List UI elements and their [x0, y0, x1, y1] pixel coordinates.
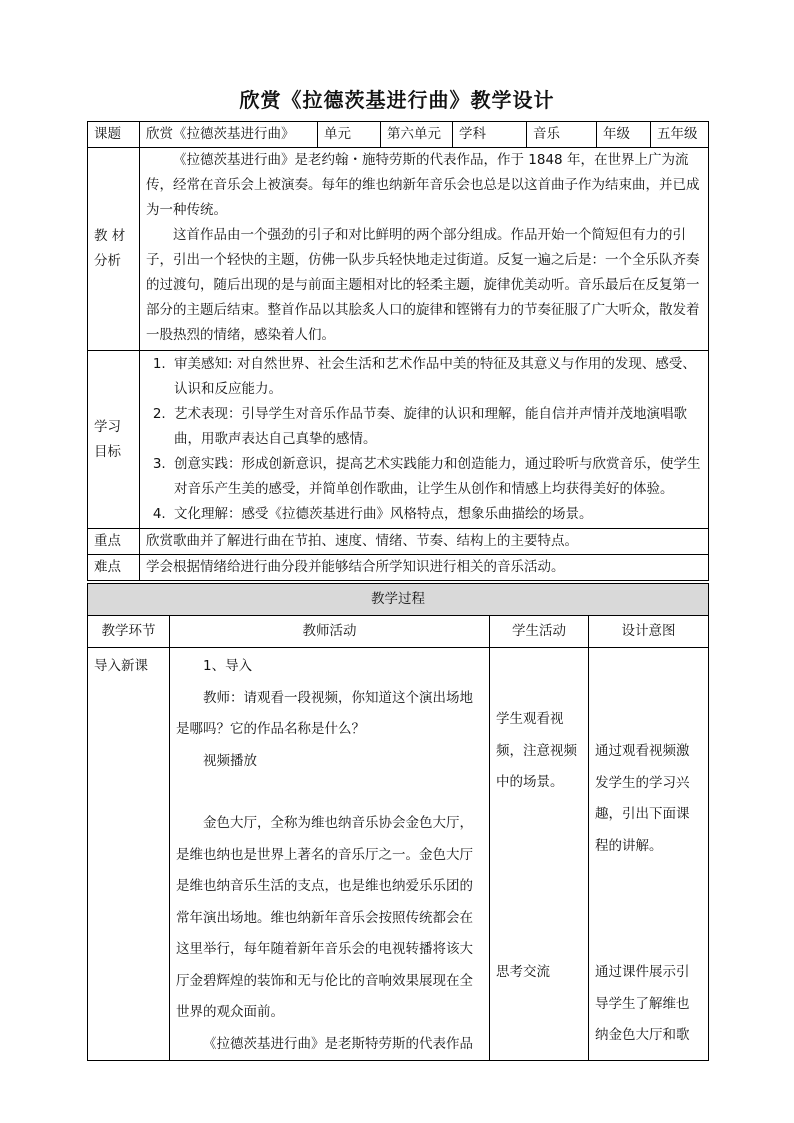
- lesson-info-table: [87, 121, 709, 581]
- teaching-process-table: [87, 583, 709, 1061]
- design-intent: [589, 648, 709, 1061]
- unit-value: 第六单元: [381, 122, 453, 148]
- analysis-label: 教 材 分析: [88, 148, 140, 351]
- goals-content: [140, 351, 709, 529]
- teacher-paragraph: 《拉德茨基进行曲》是老斯特劳斯的代表作品: [203, 1035, 473, 1052]
- process-heading-row: [88, 584, 709, 616]
- teacher-paragraph: 视频播放: [203, 752, 257, 769]
- goal-item: 1. 审美感知: 对自然世界、社会生活和艺术作品中美的特征及其意义与作用的发现、感受、认识和反应能力。: [170, 352, 702, 402]
- goals-row: [88, 351, 709, 529]
- key-point-label: 重点: [88, 529, 140, 555]
- goal-item: 4. 文化理解：感受《拉德茨基进行曲》风格特点，想象乐曲描绘的场景。: [170, 502, 702, 527]
- student-note: 思考交流: [496, 963, 550, 980]
- student-note: 学生观看视频，注意视频中的场景。: [496, 711, 577, 790]
- subject-label: 学科: [453, 122, 527, 148]
- key-point-text: 欣赏歌曲并了解进行曲在节拍、速度、情绪、节奏、结构上的主要特点。: [140, 529, 709, 555]
- process-columns-row: [88, 616, 709, 648]
- analysis-content: [140, 148, 709, 351]
- student-activity: [490, 648, 589, 1061]
- grade-label: 年级: [597, 122, 651, 148]
- key-point-row: [88, 529, 709, 555]
- intent-note: 通过课件展示引导学生了解维也纳金色大厅和歌: [595, 964, 690, 1043]
- process-row: [88, 648, 709, 1061]
- analysis-row: [88, 148, 709, 351]
- analysis-paragraph: 这首作品由一个强劲的引子和对比鲜明的两个部分组成。作品开始一个简短但有力的引子，引出一个轻快的主题，仿佛一队步兵轻快地走过街道。反复一遍之后是：一个全乐队齐奏的过渡句，随后出现的是与前面主题相对比的轻柔主题，旋律优美动听。音乐最后在反复第一部分的主题后结束。整首作品以其脍炙人口的旋律和铿锵有力的节奏征服了广大听众，散发着一股热烈的情绪，感染着人们。: [146, 227, 700, 343]
- column-header: 学生活动: [490, 616, 589, 648]
- difficulty-label: 难点: [88, 555, 140, 581]
- page-title: 欣赏《拉德茨基进行曲》教学设计: [239, 88, 555, 112]
- teacher-paragraph: 教师：请观看一段视频，你知道这个演出场地是哪吗？它的作品名称是什么？: [176, 689, 473, 737]
- subject-value: 音乐: [527, 122, 597, 148]
- grade-value: 五年级: [651, 122, 709, 148]
- topic-label: 课题: [88, 122, 140, 148]
- header-row: [88, 122, 709, 148]
- goal-item: 2. 艺术表现：引导学生对音乐作品节奏、旋律的认识和理解，能自信并声情并茂地演唱歌曲，用歌声表达自己真挚的感情。: [170, 402, 702, 452]
- intent-note: 通过观看视频激发学生的学习兴趣，引出下面课程的讲解。: [595, 743, 690, 854]
- column-header: 设计意图: [589, 616, 709, 648]
- analysis-paragraph: 《拉德茨基进行曲》是老约翰・施特劳斯的代表作品，作于 1848 年，在世界上广为流传，经常在音乐会上被演奏。每年的维也纳新年音乐会也总是以这首曲子作为结束曲，并已成为一种传统。: [146, 152, 700, 218]
- teacher-activity: [170, 648, 490, 1061]
- difficulty-row: [88, 555, 709, 581]
- column-header: 教师活动: [170, 616, 490, 648]
- process-heading: 教学过程: [88, 584, 709, 616]
- teacher-paragraph: 金色大厅，全称为维也纳音乐协会金色大厅，是维也纳也是世界上著名的音乐厅之一。金色大厅是维也纳音乐生活的支点，也是维也纳爱乐乐团的常年演出场地。维也纳新年音乐会按照传统都会在这里举行，每年随着新年音乐会的电视转播将该大厅金碧辉煌的装饰和无与伦比的音响效果展现在全世界的观众面前。: [176, 815, 473, 1020]
- topic-value: 欣赏《拉德茨基进行曲》: [140, 122, 318, 148]
- difficulty-text: 学会根据情绪给进行曲分段并能够结合所学知识进行相关的音乐活动。: [140, 555, 709, 581]
- teacher-step: 1、导入: [203, 658, 253, 674]
- column-header: 教学环节: [88, 616, 170, 648]
- goals-label: 学习 目标: [88, 351, 140, 529]
- stage-cell: 导入新课: [88, 648, 170, 1061]
- unit-label: 单元: [318, 122, 381, 148]
- goal-item: 3. 创意实践：形成创新意识，提高艺术实践能力和创造能力，通过聆听与欣赏音乐，使学生对音乐产生美的感受，并简单创作歌曲，让学生从创作和情感上均获得美好的体验。: [170, 452, 702, 502]
